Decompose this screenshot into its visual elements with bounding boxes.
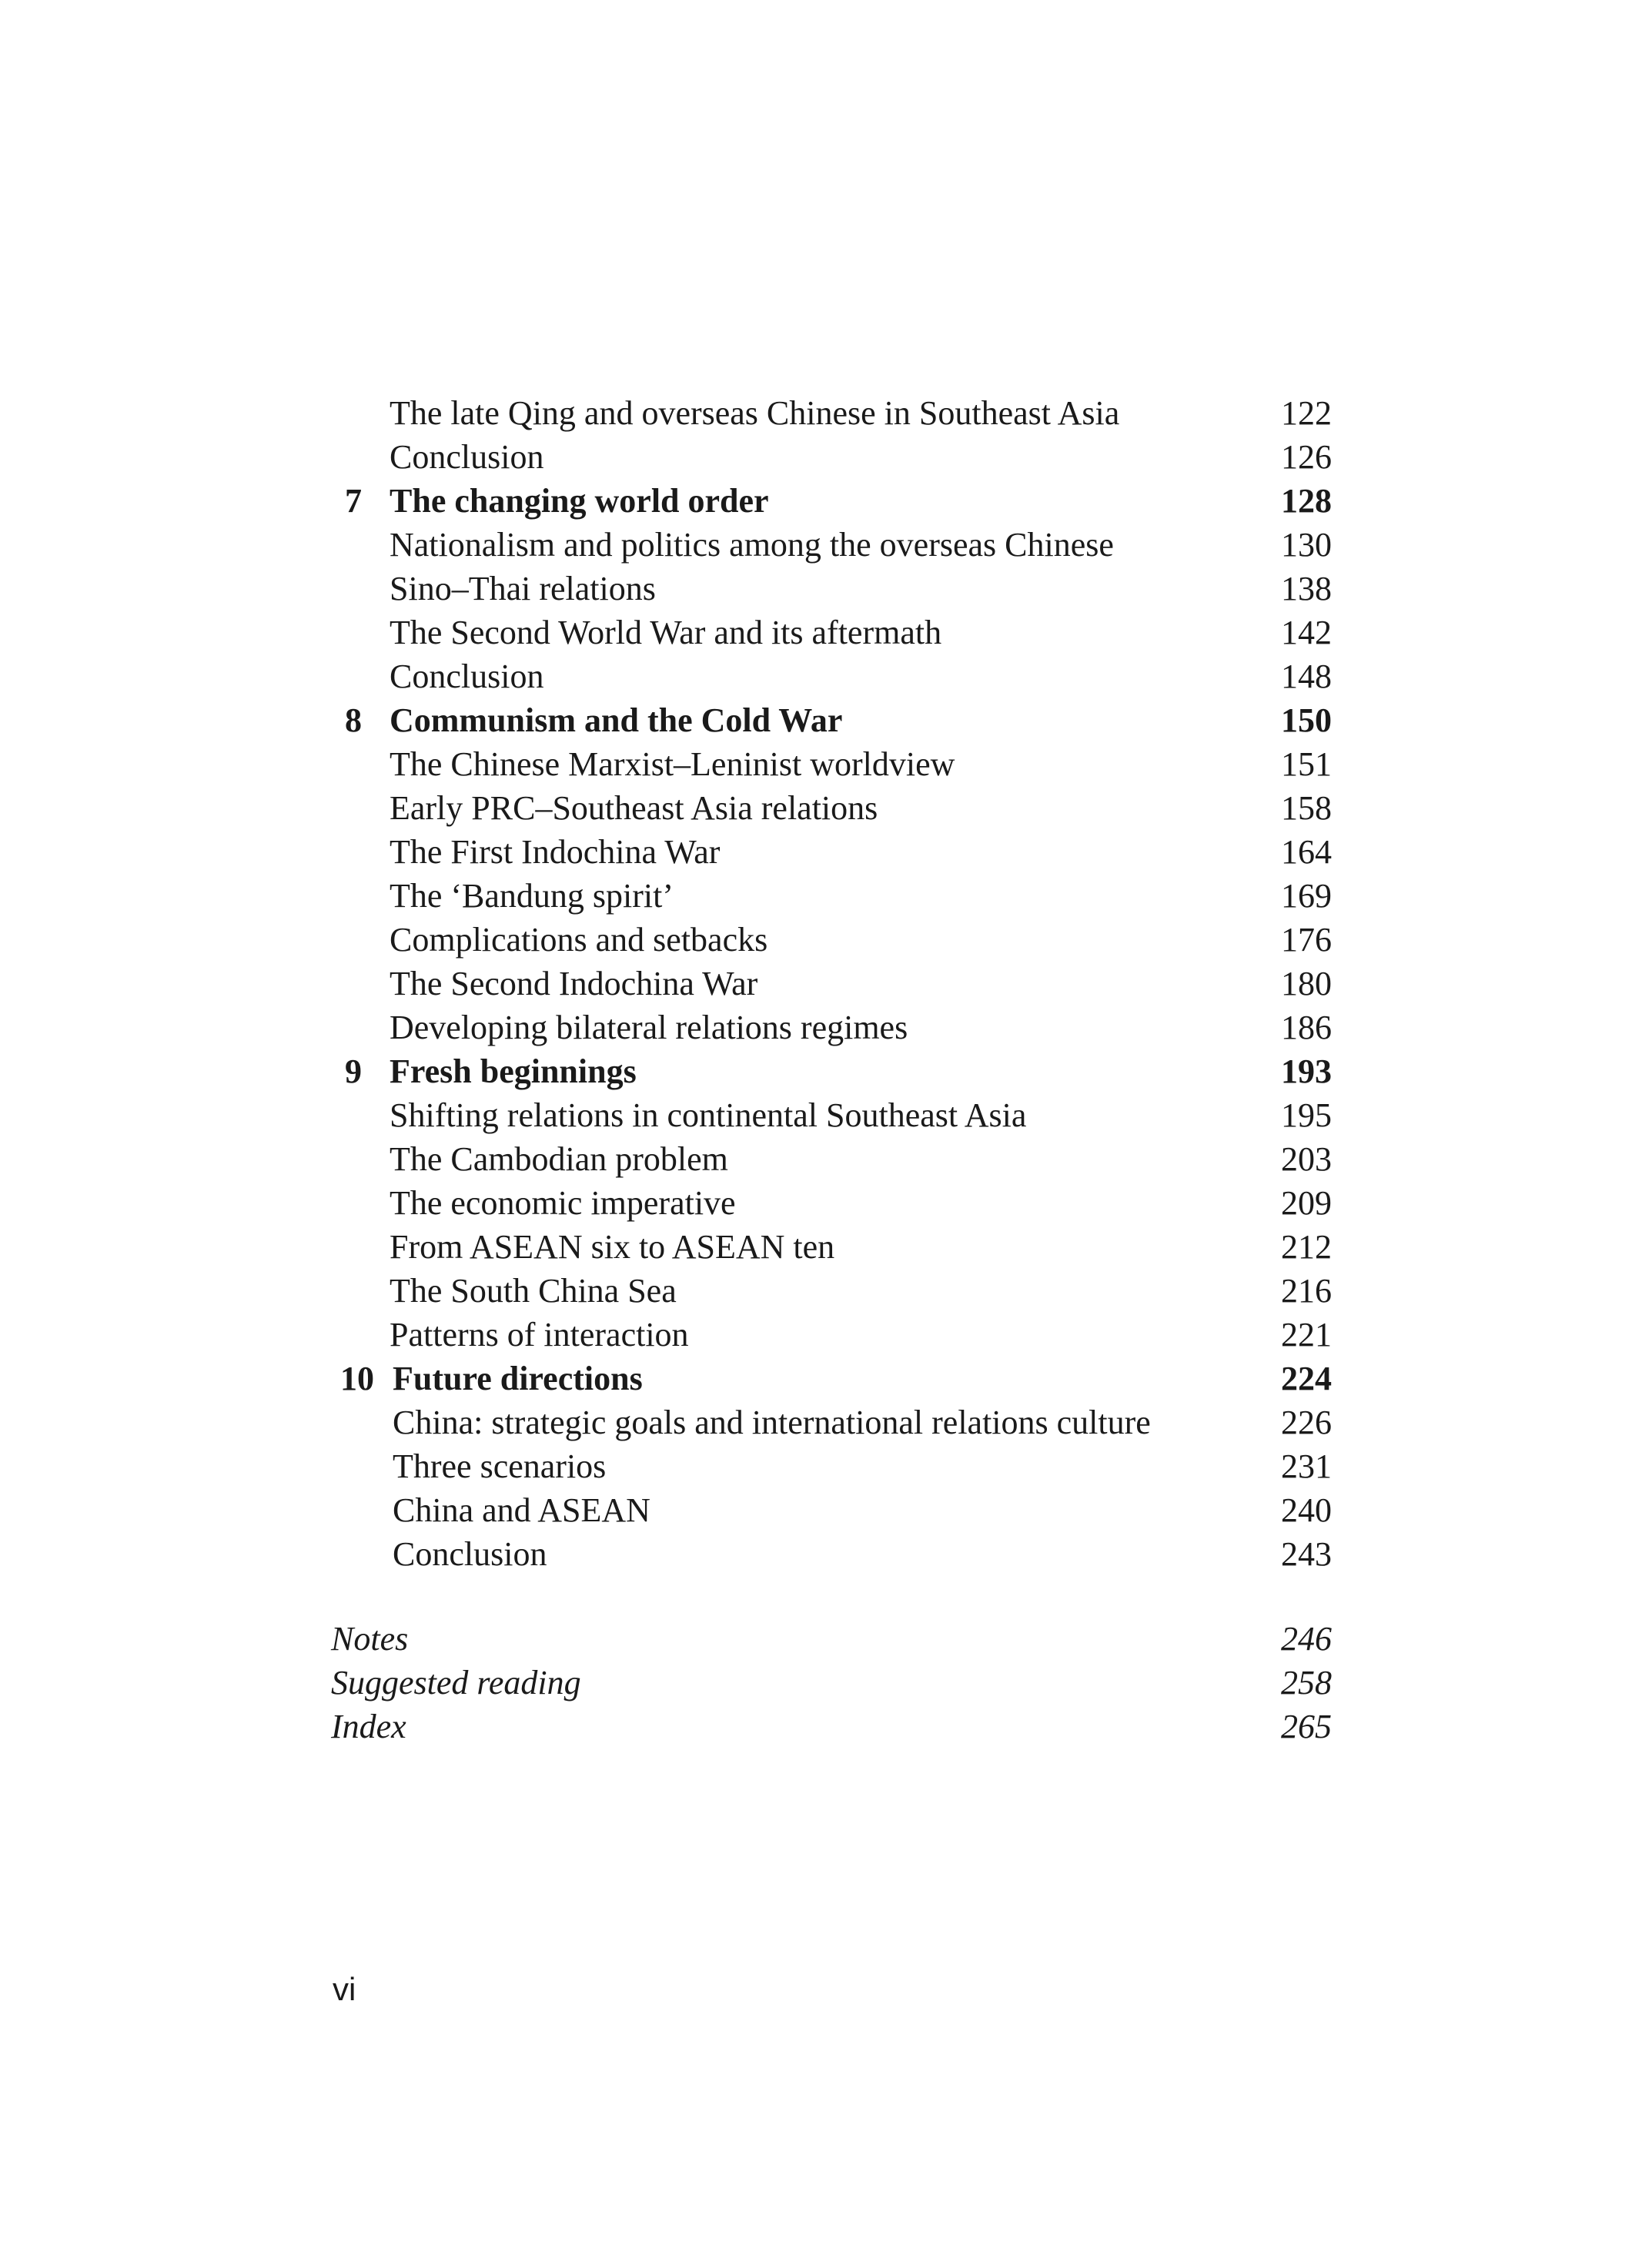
toc-entry-title: Shifting relations in continental Southeast Asia [390,1096,1027,1134]
toc-entry [331,962,1332,1006]
toc-entry [331,1181,1332,1225]
toc-entry-title: The South China Sea [390,1272,677,1310]
back-matter-page: 265 [1281,1708,1332,1745]
toc-entry-title: Nationalism and politics among the overseas Chinese [390,526,1114,564]
toc-entry [331,435,1332,479]
toc-entry-title: The economic imperative [390,1184,736,1222]
toc-entry [331,567,1332,611]
toc-entry [331,523,1332,567]
toc-entry-title: From ASEAN six to ASEAN ten [390,1228,835,1266]
toc-entry-page: 212 [1281,1228,1332,1266]
toc-entry-page: 231 [1281,1447,1332,1485]
toc-entry [331,654,1332,698]
toc-entry-title: Sino–Thai relations [390,570,656,607]
toc-entry-title: The late Qing and overseas Chinese in Southeast Asia [390,394,1120,432]
toc-entry-page: 176 [1281,921,1332,959]
toc-entry-title: Conclusion [390,658,544,695]
chapter-page: 128 [1281,482,1332,520]
toc-entry-page: 151 [1281,745,1332,783]
toc-entry [331,786,1332,830]
toc-entry-title: The Second Indochina War [390,965,758,1002]
toc-entry [331,611,1332,654]
chapter-number: 10 [340,1360,374,1397]
toc-entry-page: 122 [1281,394,1332,432]
toc-entry-page: 226 [1281,1404,1332,1441]
toc-entry-title: Conclusion [390,438,544,476]
toc-entry [331,391,1332,435]
toc-entry-title: The Cambodian problem [390,1140,728,1178]
toc-entry-title: Three scenarios [393,1447,607,1485]
toc-entry-page: 164 [1281,833,1332,871]
toc-entry-page: 126 [1281,438,1332,476]
back-matter-notes [331,1617,1332,1661]
chapter-title: Fresh beginnings [390,1052,637,1090]
toc-entry [331,1400,1332,1444]
toc-entry-page: 195 [1281,1096,1332,1134]
back-matter-page: 246 [1281,1620,1332,1658]
toc-entry [331,1225,1332,1269]
toc-entry-page: 148 [1281,658,1332,695]
chapter-title: The changing world order [390,482,769,520]
toc-entry-page: 158 [1281,789,1332,827]
toc-entry-title: Complications and setbacks [390,921,768,959]
toc-entry-page: 243 [1281,1535,1332,1573]
toc-entry-page: 209 [1281,1184,1332,1222]
toc-entry-title: Developing bilateral relations regimes [390,1009,908,1046]
chapter-number: 8 [345,701,362,739]
toc-entry-page: 142 [1281,614,1332,651]
toc-entry [331,830,1332,874]
chapter-number: 7 [345,482,362,520]
back-matter-page: 258 [1281,1664,1332,1702]
chapter-page: 150 [1281,701,1332,739]
chapter-page: 193 [1281,1052,1332,1090]
toc-entry [331,742,1332,786]
chapter-number: 9 [345,1052,362,1090]
toc-chapter-9 [331,1049,1332,1093]
chapter-page: 224 [1281,1360,1332,1397]
toc-entry-title: China and ASEAN [393,1491,650,1529]
toc-entry [331,1444,1332,1488]
toc-entry-title: The Chinese Marxist–Leninist worldview [390,745,955,783]
chapter-title: Communism and the Cold War [390,701,843,739]
toc-entry-page: 203 [1281,1140,1332,1178]
toc-chapter-10 [331,1357,1332,1400]
toc-entry-page: 180 [1281,965,1332,1002]
back-matter-title: Index [331,1708,406,1745]
toc-entry [331,1137,1332,1181]
toc-entry-page: 169 [1281,877,1332,915]
toc-entry [331,1006,1332,1049]
toc-entry-page: 221 [1281,1316,1332,1354]
table-of-contents [331,391,1332,1576]
toc-entry-page: 216 [1281,1272,1332,1310]
toc-entry [331,1093,1332,1137]
toc-entry-page: 186 [1281,1009,1332,1046]
toc-entry-title: The Second World War and its aftermath [390,614,942,651]
toc-chapter-7 [331,479,1332,523]
back-matter-suggested-reading [331,1661,1332,1705]
toc-entry-page: 240 [1281,1491,1332,1529]
toc-entry-title: The First Indochina War [390,833,721,871]
toc-entry-page: 138 [1281,570,1332,607]
back-matter [331,1617,1332,1748]
chapter-title: Future directions [393,1360,643,1397]
toc-entry [331,1269,1332,1313]
toc-entry [331,918,1332,962]
toc-entry-title: Conclusion [393,1535,547,1573]
back-matter-index [331,1705,1332,1748]
back-matter-title: Notes [331,1620,409,1658]
toc-entry [331,1313,1332,1357]
back-matter-title: Suggested reading [331,1664,581,1702]
toc-entry [331,1532,1332,1576]
toc-entry [331,874,1332,918]
page-number: vi [333,1971,356,2007]
toc-entry-page: 130 [1281,526,1332,564]
toc-entry-title: China: strategic goals and international relations culture [393,1404,1151,1441]
toc-entry [331,1488,1332,1532]
toc-entry-title: Early PRC–Southeast Asia relations [390,789,878,827]
toc-entry-title: Patterns of interaction [390,1316,689,1354]
toc-entry-title: The ‘Bandung spirit’ [390,877,674,915]
toc-chapter-8 [331,698,1332,742]
